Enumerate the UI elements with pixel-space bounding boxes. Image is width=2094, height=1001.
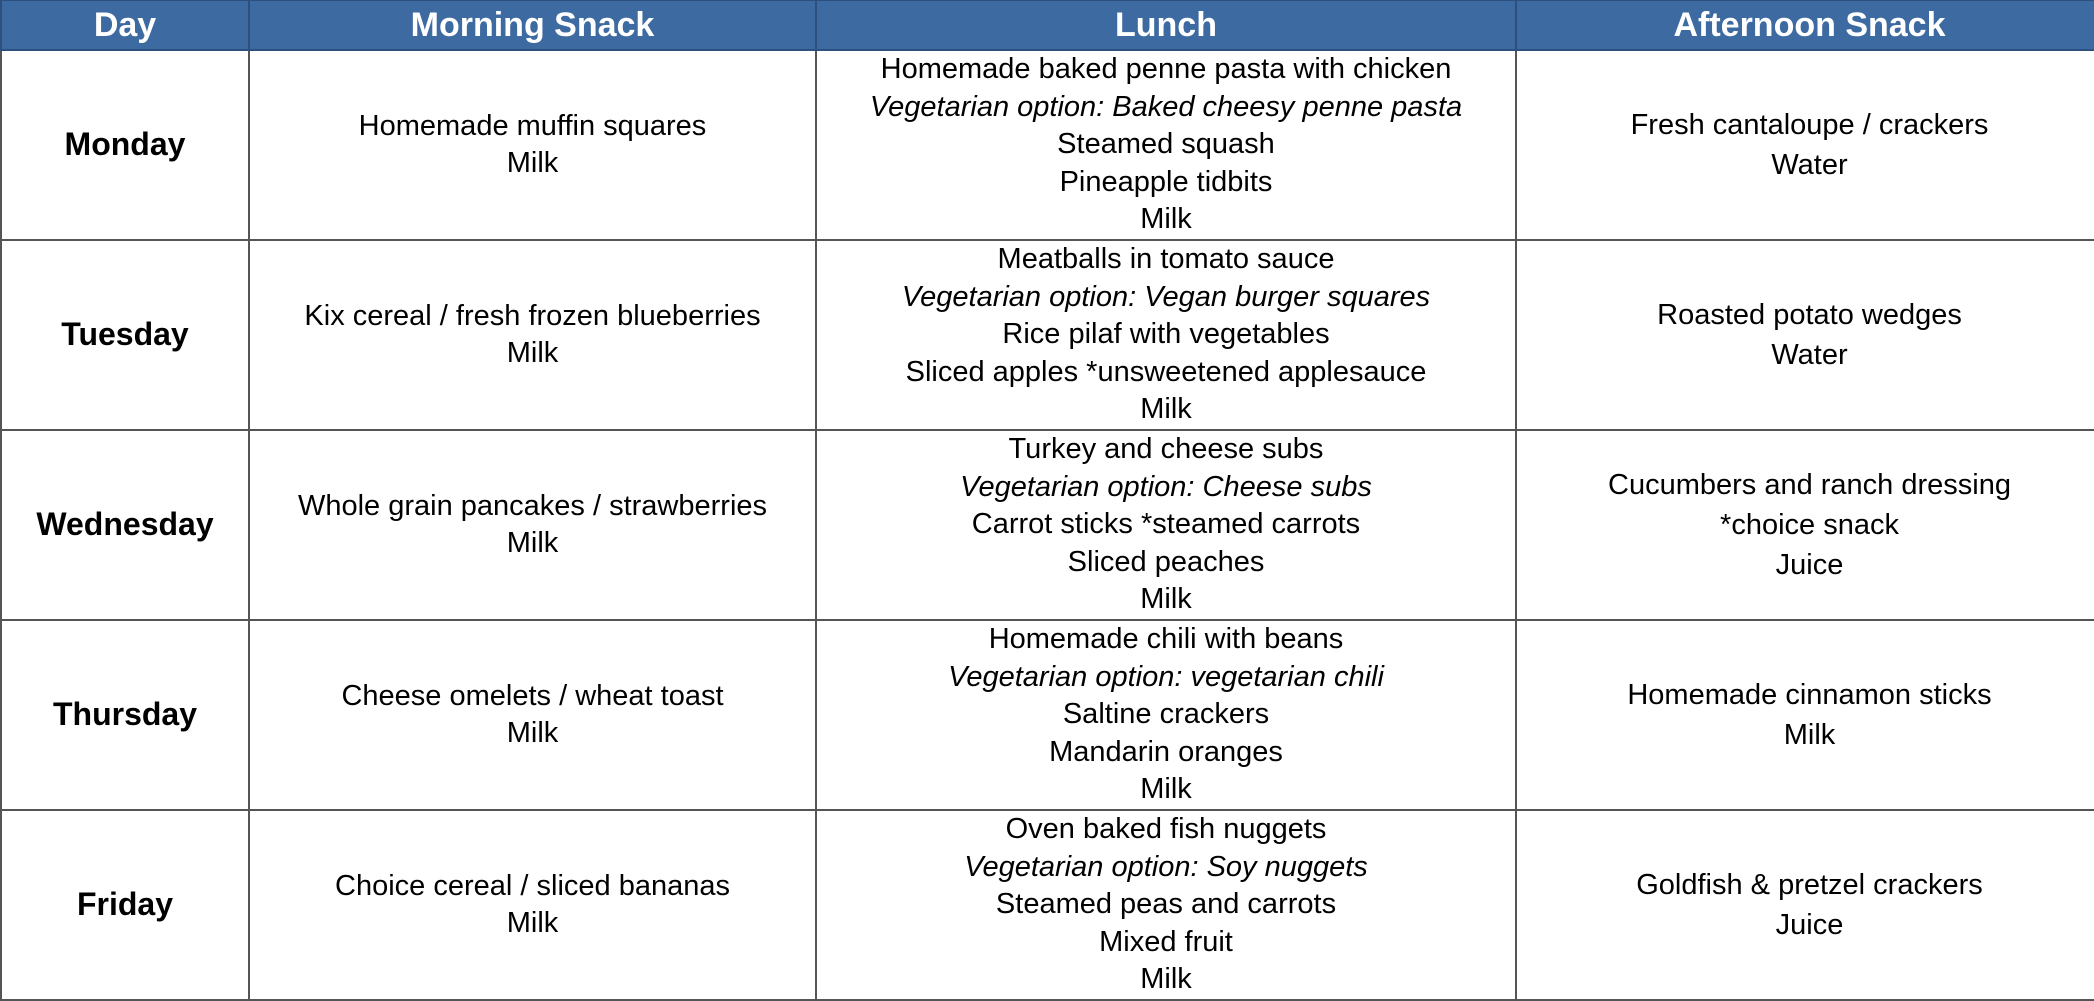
vegetarian-option: Vegetarian option: Cheese subs bbox=[960, 470, 1372, 503]
table-row bbox=[1, 810, 2094, 1000]
menu-item: Pineapple tidbits bbox=[1059, 165, 1273, 198]
day-cell: Thursday bbox=[1, 620, 249, 810]
menu-item: Milk bbox=[506, 337, 559, 369]
menu-item: Milk bbox=[1140, 393, 1192, 426]
menu-item: Water bbox=[1771, 339, 1848, 371]
menu-item: Milk bbox=[506, 907, 559, 939]
lunch-main: Homemade chili with beans bbox=[988, 623, 1344, 656]
header-morning-snack: Morning Snack bbox=[249, 1, 816, 51]
morning-snack-cell bbox=[249, 810, 816, 1000]
menu-item: Mandarin oranges bbox=[1049, 735, 1283, 768]
table-row bbox=[1, 50, 2094, 240]
menu-item: Sliced peaches bbox=[1067, 545, 1265, 578]
menu-item: Milk bbox=[1140, 203, 1192, 236]
vegetarian-option: Vegetarian option: vegetarian chili bbox=[948, 660, 1384, 693]
afternoon-snack-cell bbox=[1516, 810, 2094, 1000]
lunch-main: Homemade baked penne pasta with chicken bbox=[880, 53, 1452, 86]
afternoon-snack-cell bbox=[1516, 50, 2094, 240]
lunch-cell bbox=[816, 620, 1516, 810]
lunch-main: Meatballs in tomato sauce bbox=[997, 243, 1335, 276]
menu-item: Homemade muffin squares bbox=[358, 109, 707, 142]
lunch-main: Oven baked fish nuggets bbox=[1005, 813, 1327, 846]
day-cell: Wednesday bbox=[1, 430, 249, 620]
lunch-cell bbox=[816, 810, 1516, 1000]
menu-item: Milk bbox=[506, 717, 559, 749]
vegetarian-option: Vegetarian option: Vegan burger squares bbox=[901, 280, 1431, 313]
day-cell: Monday bbox=[1, 50, 249, 240]
menu-item: *choice snack bbox=[1720, 509, 1899, 541]
menu-item: Goldfish & pretzel crackers bbox=[1636, 869, 1983, 901]
menu-item: Saltine crackers bbox=[1062, 698, 1270, 731]
menu-item: Milk bbox=[506, 527, 559, 559]
lunch-cell bbox=[816, 430, 1516, 620]
menu-item: Cucumbers and ranch dressing bbox=[1608, 469, 2011, 501]
afternoon-snack-cell bbox=[1516, 620, 2094, 810]
menu-item: Milk bbox=[1783, 719, 1836, 751]
header-row bbox=[1, 1, 2094, 51]
menu-item: Steamed squash bbox=[1057, 128, 1275, 161]
lunch-main: Turkey and cheese subs bbox=[1008, 433, 1324, 466]
table-row bbox=[1, 240, 2094, 430]
morning-snack-cell bbox=[249, 620, 816, 810]
menu-item: Sliced apples *unsweetened applesauce bbox=[905, 355, 1427, 388]
menu-item: Water bbox=[1771, 149, 1848, 181]
morning-snack-cell bbox=[249, 430, 816, 620]
menu-item: Fresh cantaloupe / crackers bbox=[1630, 109, 1989, 141]
menu-item: Homemade cinnamon sticks bbox=[1627, 679, 1992, 711]
menu-item: Steamed peas and carrots bbox=[995, 888, 1337, 921]
menu-item: Juice bbox=[1775, 909, 1844, 941]
menu-item: Milk bbox=[1140, 773, 1192, 806]
menu-item: Milk bbox=[1140, 963, 1192, 996]
menu-item: Kix cereal / fresh frozen blueberries bbox=[304, 299, 761, 332]
vegetarian-option: Vegetarian option: Baked cheesy penne pasta bbox=[869, 90, 1463, 123]
day-cell: Tuesday bbox=[1, 240, 249, 430]
menu-item: Cheese omelets / wheat toast bbox=[341, 679, 724, 712]
morning-snack-cell bbox=[249, 240, 816, 430]
menu-item: Choice cereal / sliced bananas bbox=[335, 869, 730, 902]
afternoon-snack-cell bbox=[1516, 240, 2094, 430]
lunch-cell bbox=[816, 240, 1516, 430]
menu-item: Juice bbox=[1775, 549, 1844, 581]
vegetarian-option: Vegetarian option: Soy nuggets bbox=[964, 850, 1368, 883]
table-row bbox=[1, 620, 2094, 810]
lunch-cell bbox=[816, 50, 1516, 240]
header-lunch: Lunch bbox=[816, 1, 1516, 51]
morning-snack-cell bbox=[249, 50, 816, 240]
menu-item: Milk bbox=[1140, 583, 1192, 616]
menu-item: Whole grain pancakes / strawberries bbox=[297, 489, 768, 522]
header-afternoon-snack: Afternoon Snack bbox=[1516, 1, 2094, 51]
table-row bbox=[1, 430, 2094, 620]
day-cell: Friday bbox=[1, 810, 249, 1000]
menu-item: Mixed fruit bbox=[1099, 925, 1233, 958]
menu-item: Roasted potato wedges bbox=[1657, 299, 1962, 331]
afternoon-snack-cell bbox=[1516, 430, 2094, 620]
header-day: Day bbox=[1, 1, 249, 51]
menu-item: Rice pilaf with vegetables bbox=[1002, 318, 1330, 351]
menu-item: Milk bbox=[506, 147, 559, 179]
menu-item: Carrot sticks *steamed carrots bbox=[971, 508, 1361, 541]
